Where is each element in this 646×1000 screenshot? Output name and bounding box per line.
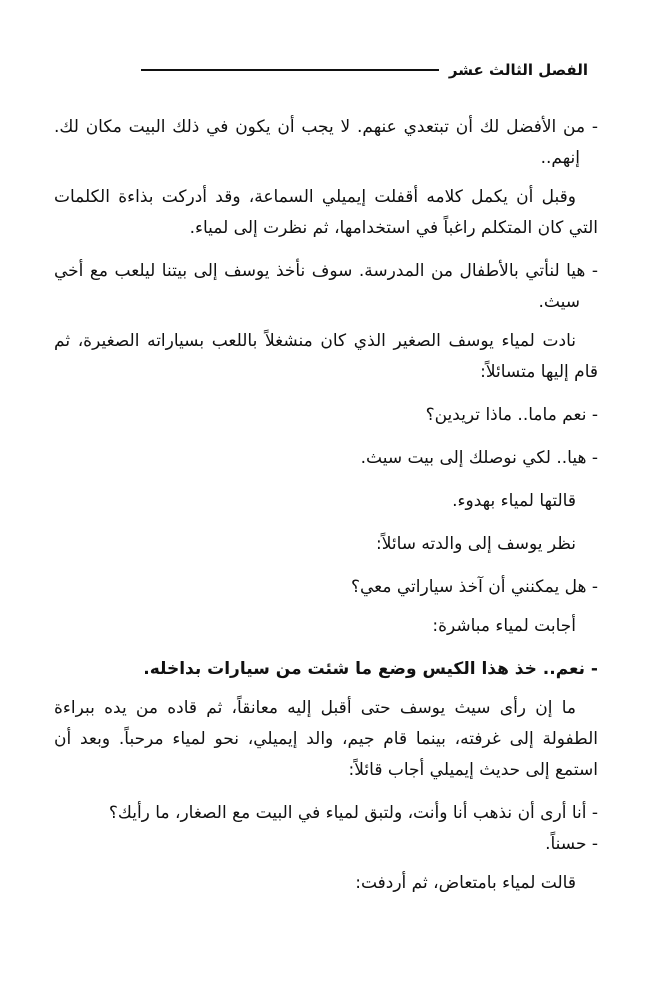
narration-paragraph: أجابت لمياء مباشرة: — [432, 616, 576, 636]
dialogue-line: - نعم ماما.. ماذا تريدين؟ — [425, 405, 598, 425]
page-body — [54, 112, 598, 899]
narration-paragraph: نظر يوسف إلى والدته سائلاً: — [375, 534, 576, 554]
narration-paragraph: قالت لمياء بامتعاض، ثم أردفت: — [355, 873, 576, 893]
narration-paragraph: وقبل أن يكمل كلامه أقفلت إيميلي السماعة، وقد أدركت بذاءة الكلمات التي كان المتكلم راغباً في استخدامها، ثم نظرت إلى لمياء. — [54, 187, 598, 238]
dialogue-line: - هيا لنأتي بالأطفال من المدرسة. سوف نأخذ يوسف إلى بيتنا ليلعب مع أخي سيث. — [54, 261, 598, 312]
header-rule — [141, 69, 439, 71]
dialogue-line: - من الأفضل لك أن تبتعدي عنهم. لا يجب أن يكون في ذلك البيت مكان لك. إنهم.. — [54, 117, 598, 168]
dialogue-line: - هل يمكنني أن آخذ سياراتي معي؟ — [350, 577, 598, 597]
page-header — [58, 58, 588, 82]
dialogue-line: - حسناً. — [545, 834, 598, 854]
narration-paragraph: قالتها لمياء بهدوء. — [452, 491, 576, 511]
narration-paragraph: ما إن رأى سيث يوسف حتى أقبل إليه معانقاً، ثم قاده من يده ببراءة الطفولة إلى غرفته، بينما قام جيم، والد إيميلي، نحو لمياء مرحباً. وبعد أن استمع إلى حديث إيميلي أجاب قائلاً: — [54, 698, 598, 780]
narration-paragraph: نادت لمياء يوسف الصغير الذي كان منشغلاً باللعب بسياراته الصغيرة، ثم قام إليها متسائلاً: — [54, 331, 598, 382]
dialogue-line: - أنا أرى أن نذهب أنا وأنت، ولتبق لمياء في البيت مع الصغار، ما رأيك؟ — [108, 803, 598, 823]
dialogue-line: - نعم.. خذ هذا الكيس وضع ما شئت من سيارات بداخله. — [143, 659, 598, 679]
chapter-title: الفصل الثالث عشر — [448, 61, 588, 79]
dialogue-line: - هيا.. لكي نوصلك إلى بيت سيث. — [360, 448, 598, 468]
